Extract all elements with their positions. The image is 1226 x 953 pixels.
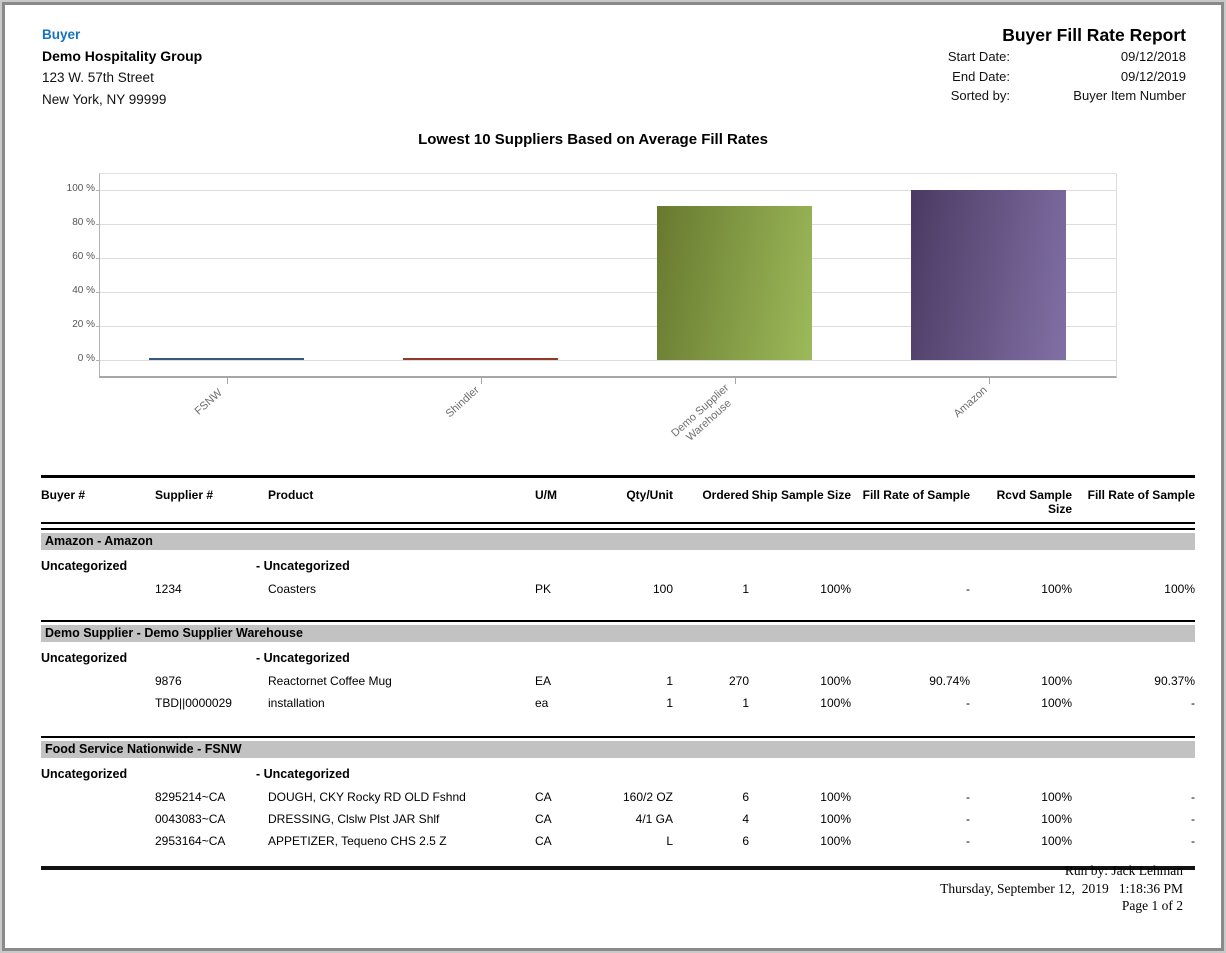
table-header-row: [41, 478, 1195, 522]
sorted-by-label: Sorted by:: [950, 88, 1010, 103]
cell-ordered: 1: [742, 696, 749, 710]
cell-supplier-number: 2953164~CA: [155, 834, 226, 848]
section-amazon: [41, 528, 1195, 600]
cell-product: DRESSING, Clslw Plst JAR Shlf: [268, 812, 440, 826]
chart-plot-area: [99, 173, 1117, 378]
cell-supplier-number: 0043083~CA: [155, 812, 226, 826]
cell-fill-rate: -: [966, 812, 970, 826]
section-rule: [41, 528, 1195, 530]
section-demo-supplier: [41, 620, 1195, 714]
col-header-qty-unit: Qty/Unit: [626, 488, 673, 502]
table-row: [41, 830, 1195, 852]
col-header-buyer-number: Buyer #: [41, 488, 86, 502]
cell-ordered: 6: [742, 790, 749, 804]
cell-rcvd-sample-size: 100%: [1041, 834, 1072, 848]
start-date-label: Start Date:: [947, 49, 1010, 64]
col-header-product: Product: [268, 488, 314, 502]
cell-buyer-number: [41, 830, 155, 852]
buyer-address-line2: New York, NY 99999: [42, 92, 167, 107]
chart-title: Lowest 10 Suppliers Based on Average Fill Rates: [418, 131, 768, 148]
col-header-fill-rate-of-sample: Fill Rate of Sample: [862, 488, 970, 502]
report-page: [2, 2, 1224, 951]
cell-fill-rate-2: -: [1191, 790, 1195, 804]
y-tick: [96, 258, 100, 259]
cell-ordered: 270: [728, 674, 749, 688]
footer-page-number: Page 1 of 2: [1121, 898, 1183, 913]
table-row: [41, 578, 1195, 600]
cell-supplier-number: TBD||0000029: [155, 696, 232, 710]
table-row: [41, 808, 1195, 830]
category-row: [41, 758, 1195, 786]
col-header-rcvd-sample-size: Rcvd Sample Size: [996, 488, 1072, 516]
cell-ordered: 6: [742, 834, 749, 848]
y-axis-label-40: 40 %: [72, 285, 95, 296]
cell-qty-unit: 4/1 GA: [635, 812, 673, 826]
y-axis-label-60: 60 %: [72, 251, 95, 262]
bar-demo-supplier-warehouse: [657, 206, 812, 360]
cell-qty-unit: 1: [666, 696, 673, 710]
cell-ship-sample-size: 100%: [820, 790, 851, 804]
cell-product: installation: [268, 696, 325, 710]
category-row: [41, 642, 1195, 670]
category-product: - Uncategorized: [256, 559, 350, 573]
cell-rcvd-sample-size: 100%: [1041, 582, 1072, 596]
cell-product: APPETIZER, Tequeno CHS 2.5 Z: [268, 834, 447, 848]
category-buyer: Uncategorized: [41, 767, 128, 781]
y-tick: [96, 190, 100, 191]
cell-um: EA: [535, 674, 552, 688]
cell-buyer-number: [41, 692, 155, 714]
cell-um: CA: [535, 812, 552, 826]
cell-buyer-number: [41, 670, 155, 692]
col-header-supplier-number: Supplier #: [155, 488, 214, 502]
y-axis-label-100: 100 %: [66, 183, 95, 194]
cell-um: ea: [535, 696, 549, 710]
cell-product: DOUGH, CKY Rocky RD OLD Fshnd: [268, 790, 466, 804]
y-tick: [96, 326, 100, 327]
cell-um: PK: [535, 582, 552, 596]
cell-rcvd-sample-size: 100%: [1041, 674, 1072, 688]
cell-qty-unit: 160/2 OZ: [622, 790, 673, 804]
col-header-ordered: Ordered: [702, 488, 749, 502]
end-date-value: 09/12/2019: [1120, 68, 1186, 84]
cell-supplier-number: 9876: [155, 674, 182, 688]
cell-fill-rate-2: -: [1191, 834, 1195, 848]
x-axis-label-shindler: Shindler: [443, 384, 482, 421]
cell-rcvd-sample-size: 100%: [1041, 790, 1072, 804]
cell-fill-rate-2: -: [1191, 812, 1195, 826]
y-axis-label-80: 80 %: [72, 217, 95, 228]
x-axis-label-fsnw: FSNW: [192, 386, 225, 418]
cell-qty-unit: L: [666, 834, 673, 848]
cell-qty-unit: 1: [666, 674, 673, 688]
fill-rate-table: [41, 475, 1195, 870]
cell-fill-rate-2: -: [1191, 696, 1195, 710]
sorted-by-value: Buyer Item Number: [1073, 88, 1186, 103]
cell-buyer-number: [41, 578, 155, 600]
category-buyer: Uncategorized: [41, 651, 128, 665]
cell-fill-rate: -: [966, 790, 970, 804]
cell-ship-sample-size: 100%: [820, 812, 851, 826]
y-tick: [96, 360, 100, 361]
report-footer: [940, 862, 1183, 915]
cell-product: Coasters: [268, 582, 317, 596]
col-header-ship-sample-size: Ship Sample Size: [751, 488, 851, 502]
buyer-address-line1: 123 W. 57th Street: [42, 70, 154, 85]
section-band-fsnw: Food Service Nationwide - FSNW: [41, 741, 1195, 758]
cell-ship-sample-size: 100%: [820, 696, 851, 710]
fill-rate-bar-chart: [5, 5, 1226, 475]
cell-buyer-number: [41, 808, 155, 830]
x-axis-label-demo-supplier-warehouse: Demo Supplier Warehouse: [669, 381, 734, 444]
cell-fill-rate-2: 100%: [1164, 582, 1195, 596]
category-row: [41, 550, 1195, 578]
category-product: - Uncategorized: [256, 651, 350, 665]
y-axis-label-0: 0 %: [77, 353, 95, 364]
y-tick: [96, 292, 100, 293]
col-header-um: U/M: [535, 488, 557, 502]
section-rule: [41, 620, 1195, 622]
cell-buyer-number: [41, 786, 155, 808]
cell-fill-rate: -: [966, 834, 970, 848]
footer-datetime: Thursday, September 12, 2019 1:18:36 PM: [940, 880, 1183, 896]
table-row: [41, 692, 1195, 714]
buyer-label: Buyer: [42, 27, 81, 42]
y-axis-label-20: 20 %: [72, 319, 95, 330]
bar-fsnw: [149, 358, 304, 360]
bar-shindler: [403, 358, 558, 360]
cell-fill-rate-2: 90.37%: [1154, 674, 1195, 688]
cell-qty-unit: 100: [652, 582, 673, 596]
col-header-fill-rate-of-sample-2: Fill Rate of Sample: [1087, 488, 1195, 502]
cell-ordered: 1: [742, 582, 749, 596]
end-date-label: End Date:: [952, 68, 1010, 84]
cell-ship-sample-size: 100%: [820, 834, 851, 848]
y-tick: [96, 224, 100, 225]
section-band-amazon: Amazon - Amazon: [41, 533, 1195, 550]
buyer-name: Demo Hospitality Group: [42, 48, 203, 64]
cell-fill-rate: -: [966, 696, 970, 710]
cell-supplier-number: 8295214~CA: [155, 790, 226, 804]
report-title: Buyer Fill Rate Report: [1002, 25, 1186, 45]
cell-product: Reactornet Coffee Mug: [268, 674, 392, 688]
cell-um: CA: [535, 790, 552, 804]
footer-run-by: Run by: Jack Lehman: [1064, 863, 1183, 878]
cell-ship-sample-size: 100%: [820, 674, 851, 688]
category-buyer: Uncategorized: [41, 559, 128, 573]
start-date-value: 09/12/2018: [1120, 49, 1186, 64]
cell-rcvd-sample-size: 100%: [1041, 696, 1072, 710]
cell-um: CA: [535, 834, 552, 848]
cell-supplier-number: 1234: [155, 582, 182, 596]
cell-rcvd-sample-size: 100%: [1041, 812, 1072, 826]
cell-ordered: 4: [742, 812, 749, 826]
cell-fill-rate: 90.74%: [929, 674, 970, 688]
table-row: [41, 670, 1195, 692]
cell-fill-rate: -: [966, 582, 970, 596]
category-product: - Uncategorized: [256, 767, 350, 781]
x-axis-label-amazon: Amazon: [951, 384, 990, 421]
section-rule: [41, 736, 1195, 738]
cell-ship-sample-size: 100%: [820, 582, 851, 596]
bar-amazon: [911, 190, 1066, 360]
table-header-rule: [41, 522, 1195, 524]
table-row: [41, 786, 1195, 808]
section-band-demo-supplier: Demo Supplier - Demo Supplier Warehouse: [41, 625, 1195, 642]
section-fsnw: [41, 736, 1195, 852]
